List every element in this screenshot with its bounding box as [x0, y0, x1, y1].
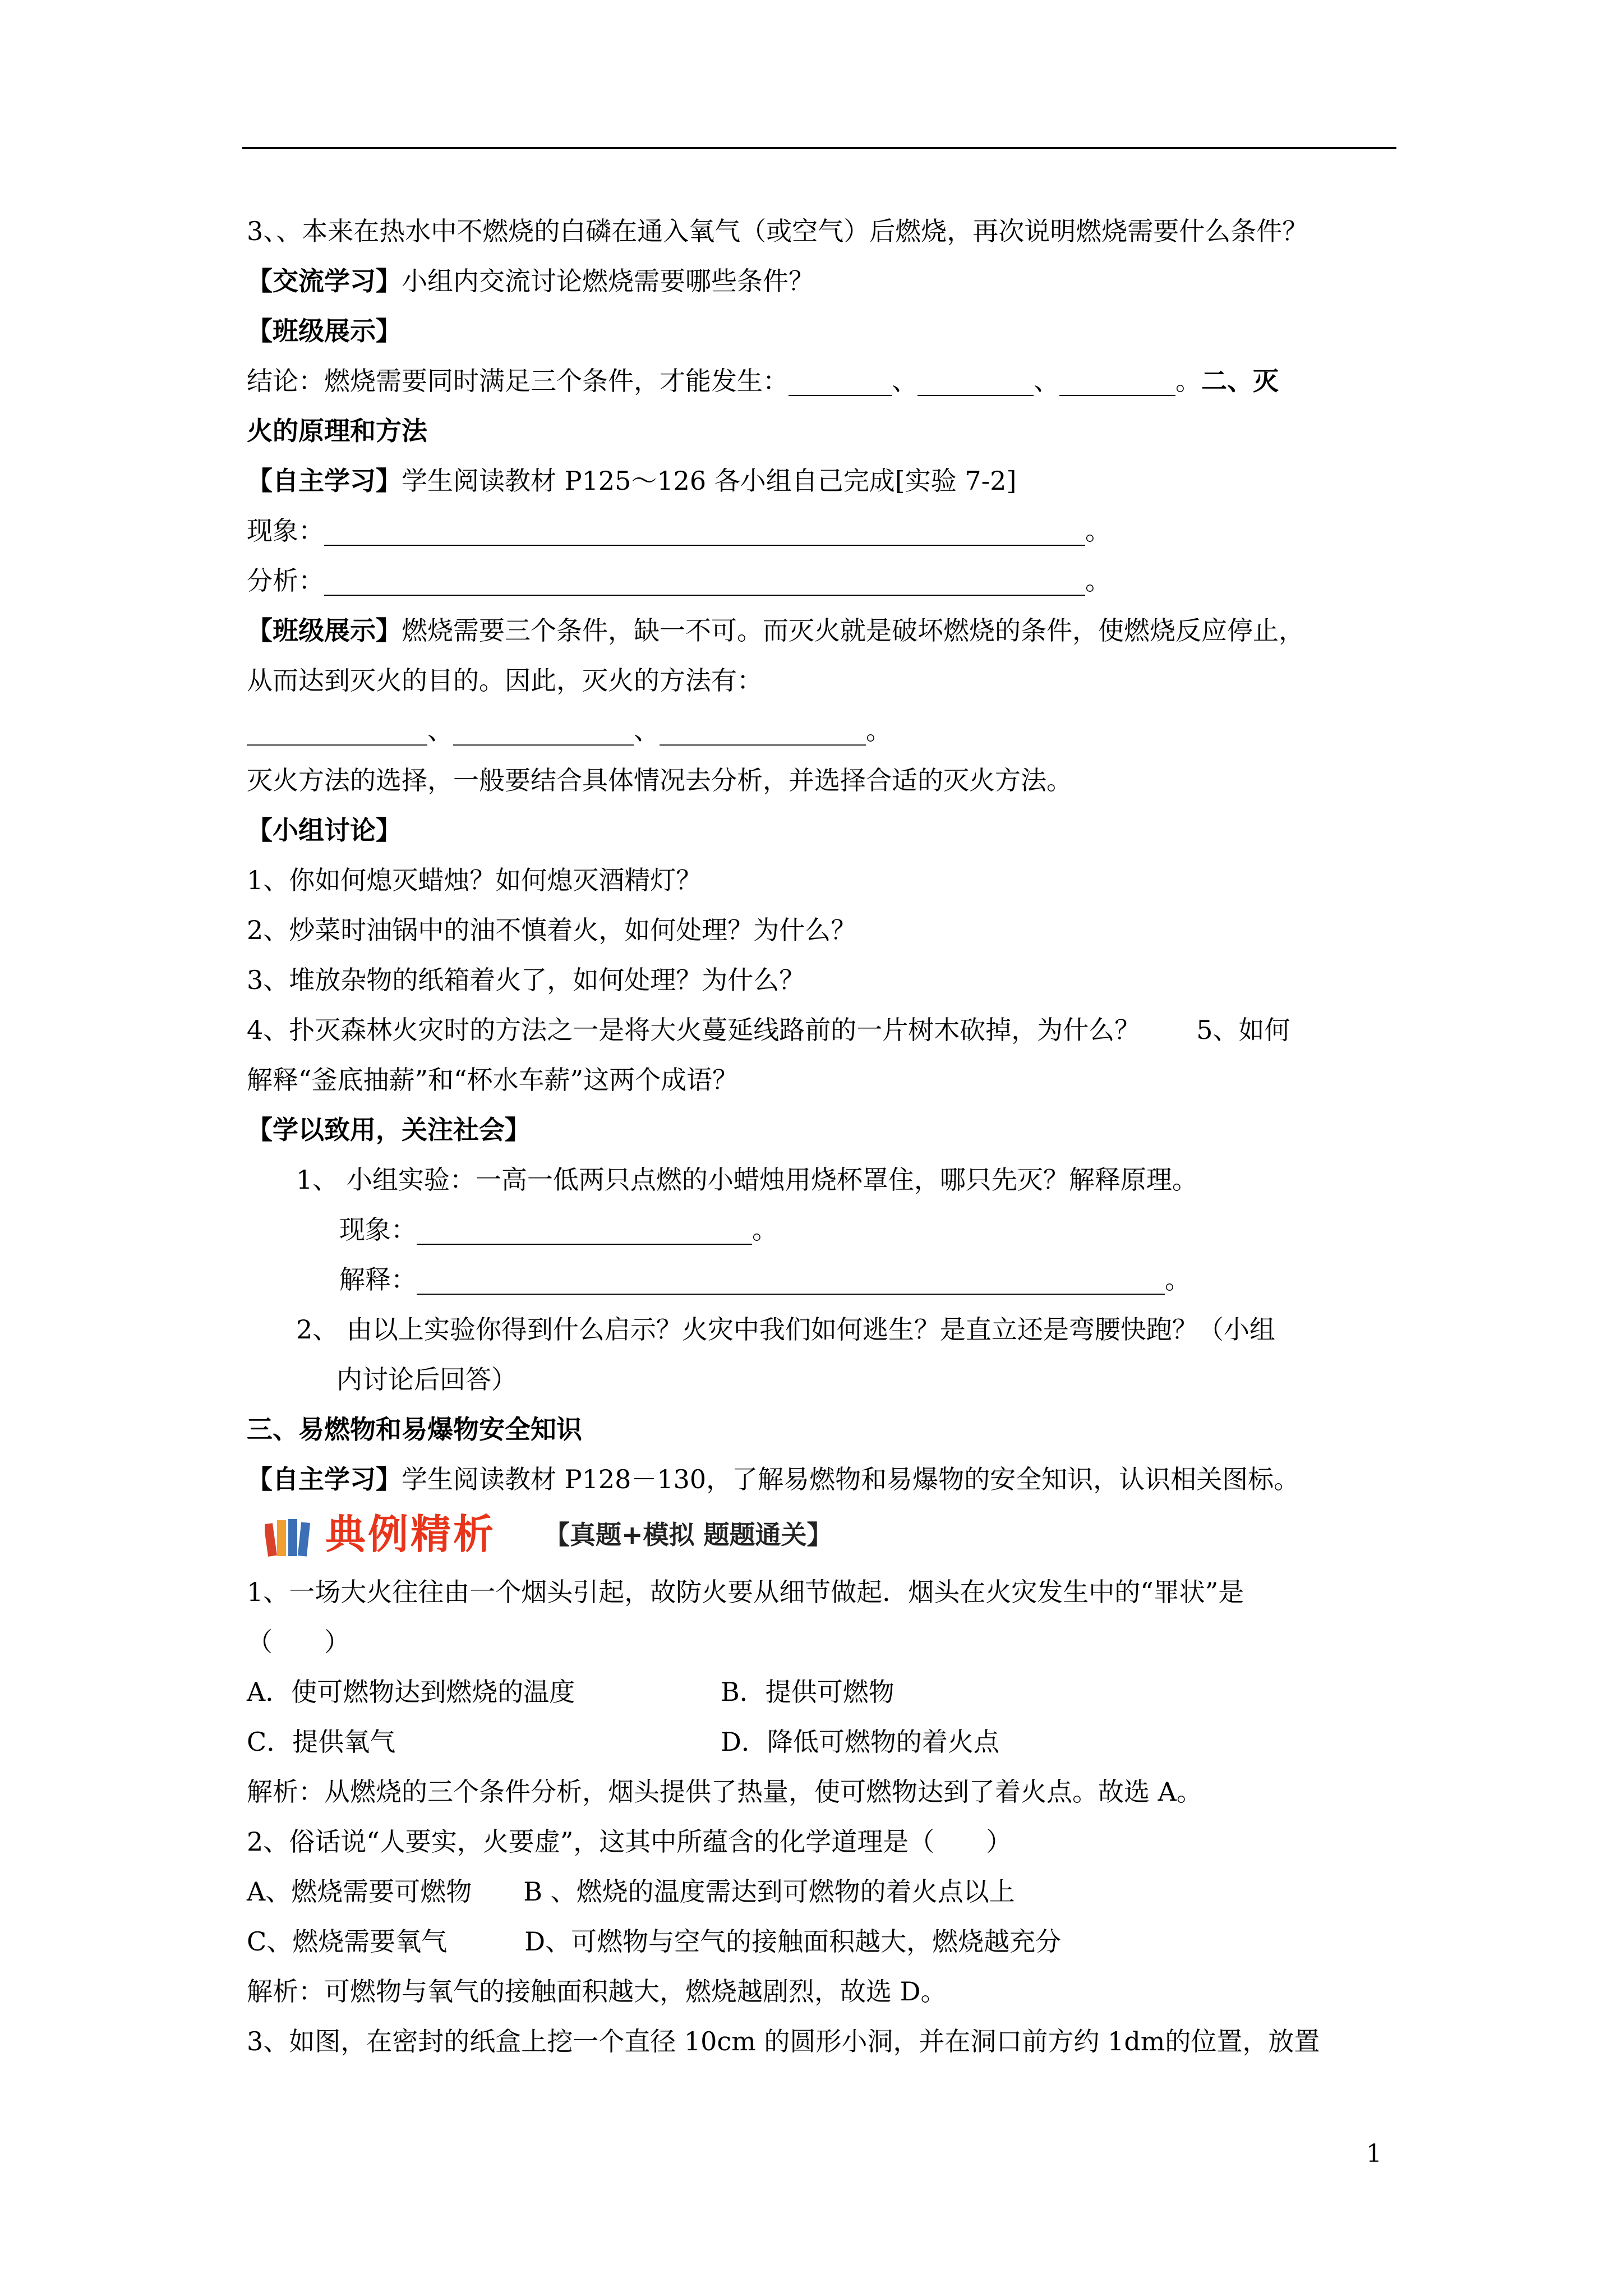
section-heading: 三、易燃物和易爆物安全知识 — [247, 1414, 582, 1444]
fill-blank-line: 现象：___________________________________________________________。 — [247, 516, 1111, 546]
question-line: 2、俗话说“人要实，火要虚”，这其中所蕴含的化学道理是（ ） — [247, 1826, 1012, 1857]
choice-option: C．提供氧气 — [247, 1727, 396, 1757]
text-line: 灭火方法的选择，一般要结合具体情况去分析，并选择合适的灭火方法。 — [247, 765, 1072, 795]
question-line: 3、堆放杂物的纸箱着火了，如何处理？为什么？ — [247, 965, 805, 995]
text-line: 从而达到灭火的目的。因此，灭火的方法有： — [247, 665, 763, 696]
section-heading: 【学以致用，关注社会】 — [247, 1115, 531, 1145]
text-line: 【交流学习】小组内交流讨论燃烧需要哪些条件？ — [247, 266, 814, 296]
example-banner — [247, 1504, 1413, 1567]
section-heading: 【班级展示】 — [247, 316, 402, 346]
banner-subtitle: 【真题+模拟 题题通关】 — [544, 1520, 833, 1550]
section-heading: 【自主学习】 — [247, 1464, 402, 1494]
analysis-line: 解析：从燃烧的三个条件分析，烟头提供了热量，使可燃物达到了着火点。故选 A。 — [247, 1777, 1202, 1807]
text-line: 【自主学习】学生阅读教材 P125～126 各小组自己完成[实验 7-2] — [247, 466, 1017, 496]
section-heading: 二、灭 — [1201, 366, 1279, 396]
section-heading: 【交流学习】 — [247, 266, 402, 296]
choice-option: A．使可燃物达到燃烧的温度 — [247, 1677, 575, 1707]
choice-option: B．提供可燃物 — [721, 1677, 895, 1707]
question-line: 1、 小组实验：一高一低两只点燃的小蜡烛用烧杯罩住，哪只先灭？解释原理。 — [296, 1165, 1198, 1195]
question-line: 2、 由以上实验你得到什么启示？火灾中我们如何逃生？是直立还是弯腰快跑？（小组 — [296, 1314, 1275, 1345]
question-line: 1、你如何熄灭蜡烛？如何熄灭酒精灯？ — [247, 865, 702, 895]
text-line: 3、、本来在热水中不燃烧的白磷在通入氧气（或空气）后燃烧，再次说明燃烧需要什么条件？ — [247, 216, 1308, 246]
question-line: 解释“釜底抽薪”和“杯水车薪”这两个成语？ — [247, 1065, 739, 1095]
text-line: 【班级展示】燃烧需要三个条件，缺一不可。而灭火就是破坏燃烧的条件，使燃烧反应停止， — [247, 615, 1304, 646]
choice-row: A、燃烧需要可燃物 B 、燃烧的温度需达到可燃物的着火点以上 — [247, 1876, 1015, 1907]
choice-option: D．降低可燃物的着火点 — [721, 1727, 999, 1757]
document-body — [247, 206, 1413, 2067]
fill-blank-line: 解释：__________________________________________________________。 — [339, 1264, 1191, 1295]
question-line: 1、一场大火往往由一个烟头引起，故防火要从细节做起．烟头在火灾发生中的“罪状”是 — [247, 1577, 1244, 1607]
question-line: 内讨论后回答） — [336, 1364, 517, 1395]
choice-row — [247, 1717, 1413, 1767]
fill-blank-line: 现象：__________________________。 — [339, 1214, 778, 1245]
answer-bracket: （ ） — [247, 1627, 350, 1657]
books-icon — [265, 1516, 311, 1557]
section-heading: 【自主学习】 — [247, 466, 402, 496]
question-line: 3、如图，在密封的纸盒上挖一个直径 10cm 的圆形小洞，并在洞口前方约 1dm的位置，放置 — [247, 2026, 1320, 2056]
text-line: 结论：燃烧需要同时满足三个条件，才能发生：________、_________、_________。二、灭 — [247, 366, 1279, 396]
header-rule — [242, 147, 1396, 149]
choice-row — [247, 1667, 1413, 1717]
fill-blank-line: 分析：___________________________________________________________。 — [247, 565, 1111, 596]
banner-title: 典例精析 — [325, 1511, 496, 1558]
fill-blank-line: ______________、______________、________________。 — [247, 715, 892, 746]
question-line: 2、炒菜时油锅中的油不慎着火，如何处理？为什么？ — [247, 915, 857, 945]
question-line: 4、扑灭森林火灾时的方法之一是将大火蔓延线路前的一片树木砍掉，为什么？ 5、如何 — [247, 1015, 1290, 1045]
page-number: 1 — [1366, 2139, 1382, 2168]
section-heading: 火的原理和方法 — [247, 416, 427, 446]
section-heading: 【小组讨论】 — [247, 815, 402, 845]
section-heading: 【班级展示】 — [247, 615, 402, 646]
choice-row: C、燃烧需要氧气 D、可燃物与空气的接触面积越大，燃烧越充分 — [247, 1926, 1062, 1957]
analysis-line: 解析：可燃物与氧气的接触面积越大，燃烧越剧烈，故选 D。 — [247, 1976, 947, 2007]
text-line: 【自主学习】学生阅读教材 P128－130，了解易燃物和易爆物的安全知识，认识相关图标。 — [247, 1464, 1300, 1494]
